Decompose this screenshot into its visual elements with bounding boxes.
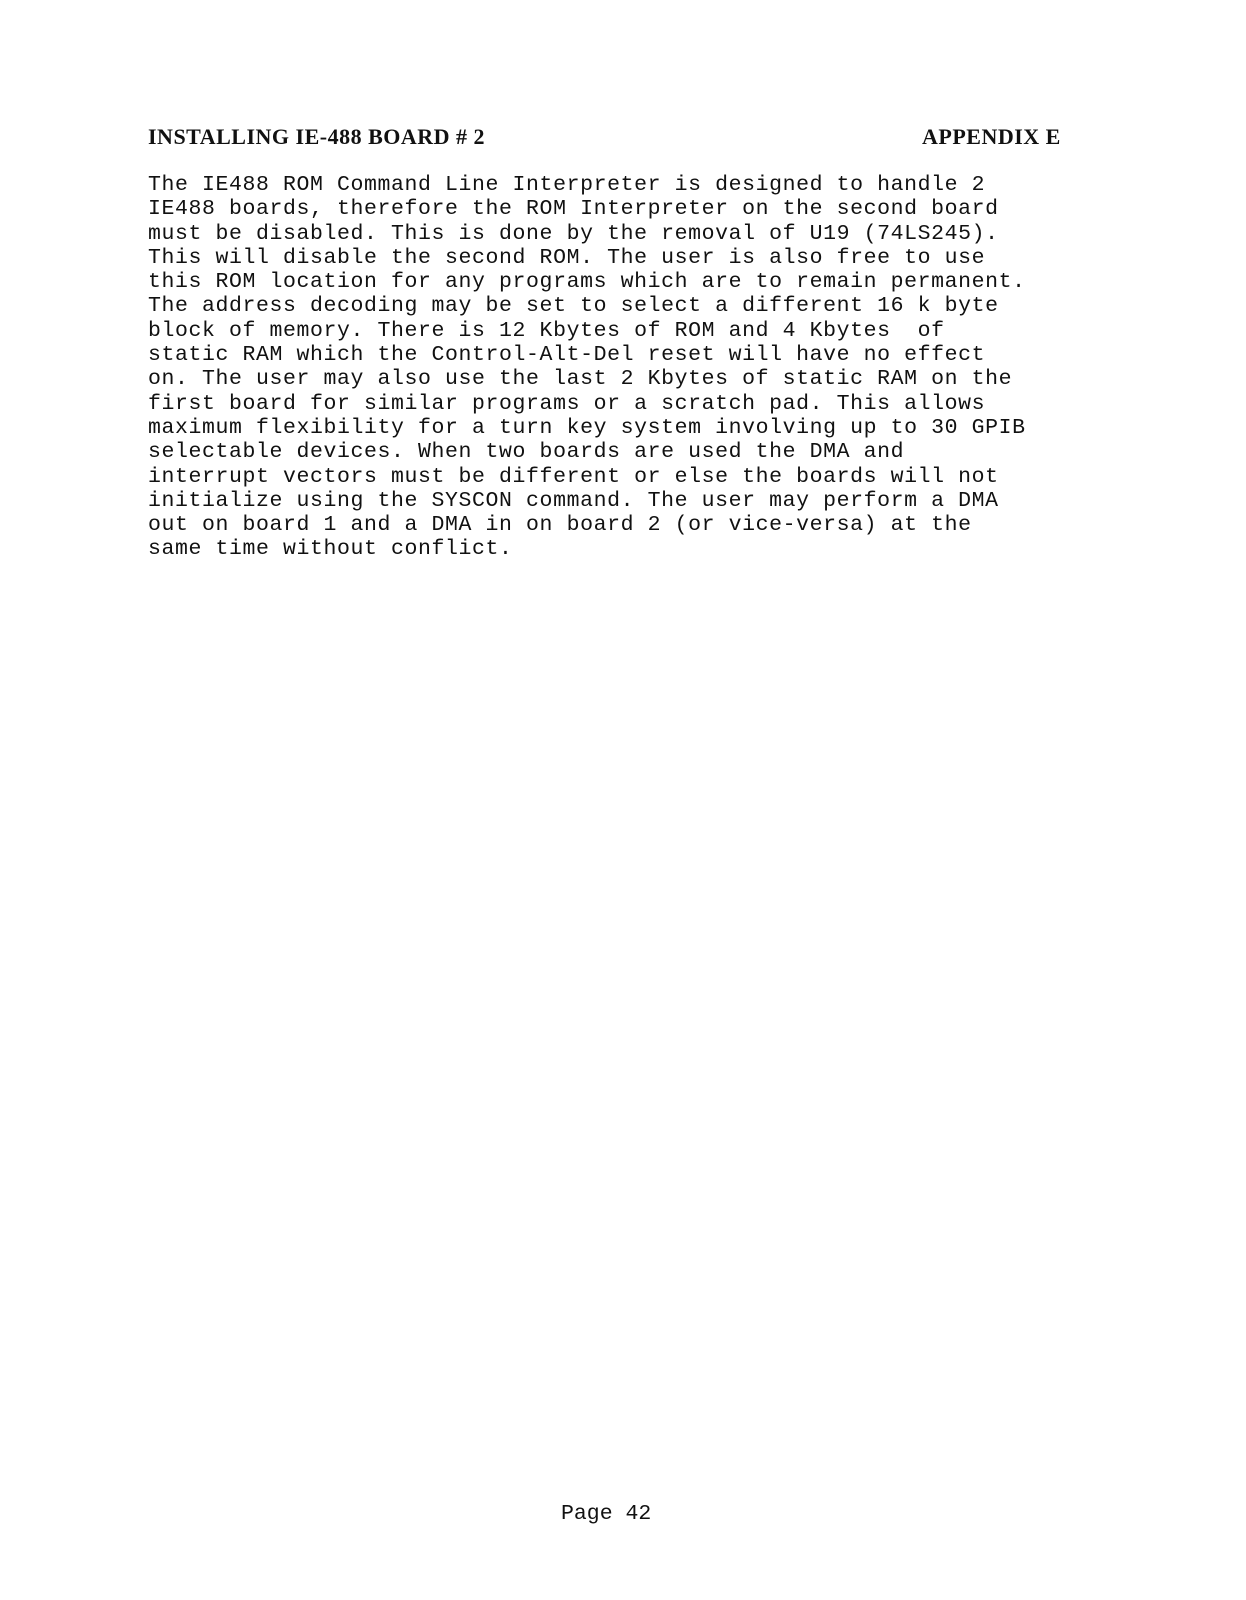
body-line: static RAM which the Control-Alt-Del reset will have no effect (148, 343, 986, 368)
body-line: must be disabled. This is done by the removal of U19 (74LS245). (148, 221, 999, 246)
body-line: out on board 1 and a DMA in on board 2 (or vice-versa) at the (148, 513, 972, 538)
section-title: INSTALLING IE-488 BOARD # 2 (148, 124, 486, 149)
body-line: selectable devices. When two boards are used the DMA and (148, 440, 905, 465)
body-line: same time without conflict. (148, 537, 513, 562)
body-line: this ROM location for any programs which are to remain permanent. (148, 270, 1026, 295)
body-line: This will disable the second ROM. The user is also free to use (148, 245, 986, 270)
body-line: maximum flexibility for a turn key system involving up to 30 GPIB (148, 415, 1026, 440)
page-number: Page 42 (561, 1502, 652, 1526)
body-line: initialize using the SYSCON command. The user may perform a DMA (148, 488, 999, 513)
body-line: The IE488 ROM Command Line Interpreter is designed to handle 2 (148, 173, 986, 197)
body-line: The address decoding may be set to select a different 16 k byte (148, 294, 999, 319)
body-line: interrupt vectors must be different or else the boards will not (148, 464, 999, 489)
body-line: first board for similar programs or a scratch pad. This allows (148, 391, 986, 416)
appendix-label: APPENDIX E (922, 124, 1061, 149)
body-paragraph (148, 173, 1098, 562)
body-line: IE488 boards, therefore the ROM Interpreter on the second board (148, 197, 999, 222)
body-line: on. The user may also use the last 2 Kbytes of static RAM on the (148, 367, 1013, 392)
body-line: block of memory. There is 12 Kbytes of ROM and 4 Kbytes of (148, 318, 945, 343)
